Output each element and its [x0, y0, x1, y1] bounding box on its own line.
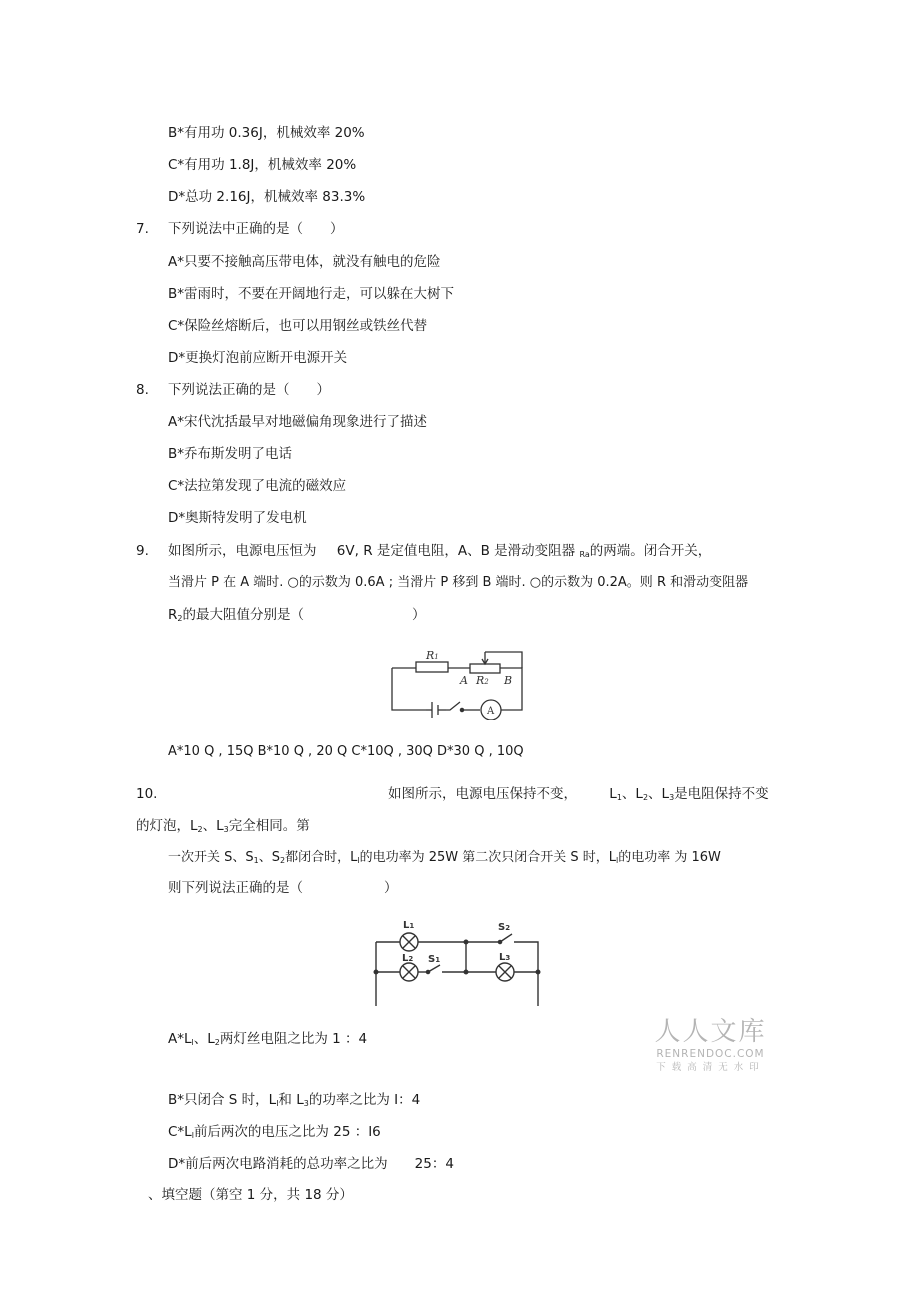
q10-line3-s4: l: [616, 856, 619, 865]
q10-line1-b4: 是电阻保持不变: [674, 786, 769, 802]
q9-line1: [168, 542, 711, 564]
q10-a-post: 两灯丝电阻之比为 1 ：4: [219, 1031, 368, 1047]
q8-stem: 下列说法正确的是（ ）: [168, 382, 330, 398]
q6-option-d: D*总功 2.16J，机械效率 83.3%: [168, 189, 366, 205]
q10-c-pre: C*L: [168, 1124, 192, 1140]
q10-line1-a: 如图所示，电源电压保持不变，: [388, 786, 577, 802]
q10-number: 10.: [136, 786, 158, 802]
q9-label-r2: R2: [476, 674, 489, 687]
q8-option-a: A*宋代沈括最早对地磁偏角现象进行了描述: [168, 414, 427, 430]
q9-line3-sub: 2: [177, 614, 183, 623]
q10-line4: 则下列说法正确的是（ ）: [168, 880, 398, 896]
q9-line3-a: R: [168, 607, 178, 623]
q10-b-s1: l: [276, 1099, 279, 1108]
q10-label-l1: L1: [403, 920, 415, 931]
q9-line2: 当滑片 P 在 A 端时. ○的示数为 0.6A ; 当滑片 P 移到 B 端时. ○的示数为 0.2A。则 R 和滑动变阻器: [168, 575, 749, 590]
q9-line3: [168, 606, 425, 628]
q10-a-s1: l: [191, 1038, 194, 1047]
q7-number: 7.: [136, 221, 149, 237]
q8-option-b: B*乔布斯发明了电话: [168, 446, 293, 462]
q10-label-l2: L2: [402, 953, 414, 964]
q9-line1-b: 6V, R 是定值电阻，A、B 是滑动变阻器: [336, 543, 576, 559]
q10-line3-c: 都闭合时，L: [285, 850, 358, 865]
q7-option-a: A*只要不接触高压带电体，就没有触电的危险: [168, 254, 441, 270]
q8-number: 8.: [136, 382, 149, 398]
q7-option-b: B*雷雨时，不要在开阔地行走，可以躲在大树下: [168, 286, 455, 302]
q10-line2-s1: 2: [197, 825, 203, 834]
q10-line1-s2: 2: [642, 793, 649, 802]
q9-line1-a: 如图所示，电源电压恒为: [168, 543, 317, 559]
q10-line3-e: 的电功率 为 16W: [618, 850, 721, 865]
q10-line3-b: 、S: [258, 850, 280, 865]
q10-a-s2: 2: [214, 1038, 220, 1047]
q10-line3-s1: 1: [253, 856, 259, 865]
q10-label-s1: S1: [428, 954, 441, 965]
q10-option-b: [168, 1091, 420, 1113]
watermark-cn: 人人文库: [654, 1017, 767, 1047]
q10-line3-d: 的电功率为 25W 第二次只闭合开关 S 时，L: [359, 850, 616, 865]
q10-line3: [168, 849, 721, 870]
q10-option-d: D*前后两次电路消耗的总功率之比为 25：4: [168, 1156, 454, 1172]
q8-option-d: D*奥斯特发明了发电机: [168, 510, 307, 526]
q10-option-c: [168, 1123, 381, 1145]
q9-options: A*10 Q , 15Q B*10 Q , 20 Q C*10Q , 30Q D*30 Q , 10Q: [168, 744, 524, 759]
q10-line1: [388, 785, 769, 807]
q10-c-s1: l: [191, 1131, 194, 1140]
q10-line3-a: 一次开关 S、S: [168, 850, 254, 865]
q7-option-d: D*更换灯泡前应断开电源开关: [168, 350, 348, 366]
q9-number: 9.: [136, 543, 149, 559]
q10-line2-b: 、L: [202, 818, 224, 834]
q10-line2: [136, 817, 310, 839]
q10-label-s2: S2: [498, 922, 511, 933]
watermark: [648, 1016, 773, 1074]
q10-a-mid: 、L: [193, 1031, 215, 1047]
q9-label-b: B: [504, 674, 513, 687]
q9-line1-c: 的两端。闭合开关，: [589, 543, 712, 559]
watermark-sub: 下载高清无水印: [656, 1062, 765, 1073]
q10-line2-s2: 3: [223, 825, 229, 834]
q10-circuit-diagram: [370, 916, 544, 1008]
q10-b-mid: 和 L: [278, 1092, 304, 1108]
q10-line2-c: 完全相同。第: [228, 818, 310, 834]
section-heading: 、填空题（第空 1 分，共 18 分）: [148, 1187, 353, 1203]
q10-c-post: 前后两次的电压之比为 25 ：I6: [193, 1124, 381, 1140]
q10-option-a: [168, 1030, 367, 1052]
q9-label-r1: R1: [426, 649, 439, 662]
watermark-en: RENRENDOC.COM: [656, 1048, 765, 1060]
q10-b-post: 的功率之比为 I：4: [308, 1092, 421, 1108]
q10-line2-a: 的灯泡，L: [136, 818, 198, 834]
q6-option-c: C*有用功 1.8J，机械效率 20%: [168, 157, 357, 173]
q6-option-b: B*有用功 0.36J，机械效率 20%: [168, 125, 365, 141]
q10-a-pre: A*L: [168, 1031, 192, 1047]
q10-b-s2: 3: [303, 1099, 309, 1108]
q9-circuit-diagram: [388, 644, 532, 720]
q10-line1-s3: 3: [669, 793, 675, 802]
q7-option-c: C*保险丝熔断后，也可以用钢丝或铁丝代替: [168, 318, 428, 334]
q9-line3-b: 的最大阻值分别是（ ）: [182, 607, 426, 623]
q9-ammeter-label: A: [487, 706, 495, 717]
q9-line1-sub: Ra: [579, 550, 590, 559]
q10-line1-b1: L: [609, 786, 617, 802]
q10-line3-s2: 2: [280, 856, 286, 865]
q8-option-c: C*法拉第发现了电流的磁效应: [168, 478, 347, 494]
q10-b-pre: B*只闭合 S 时，L: [168, 1092, 277, 1108]
q10-line3-s3: l: [357, 856, 360, 865]
q10-label-l3: L3: [499, 952, 511, 963]
q10-line1-b2: 、L: [621, 786, 643, 802]
q7-stem: 下列说法中正确的是（ ）: [168, 221, 344, 237]
q9-label-a: A: [460, 674, 468, 687]
q10-line1-s1: 1: [616, 793, 622, 802]
q10-line1-b3: 、L: [648, 786, 670, 802]
